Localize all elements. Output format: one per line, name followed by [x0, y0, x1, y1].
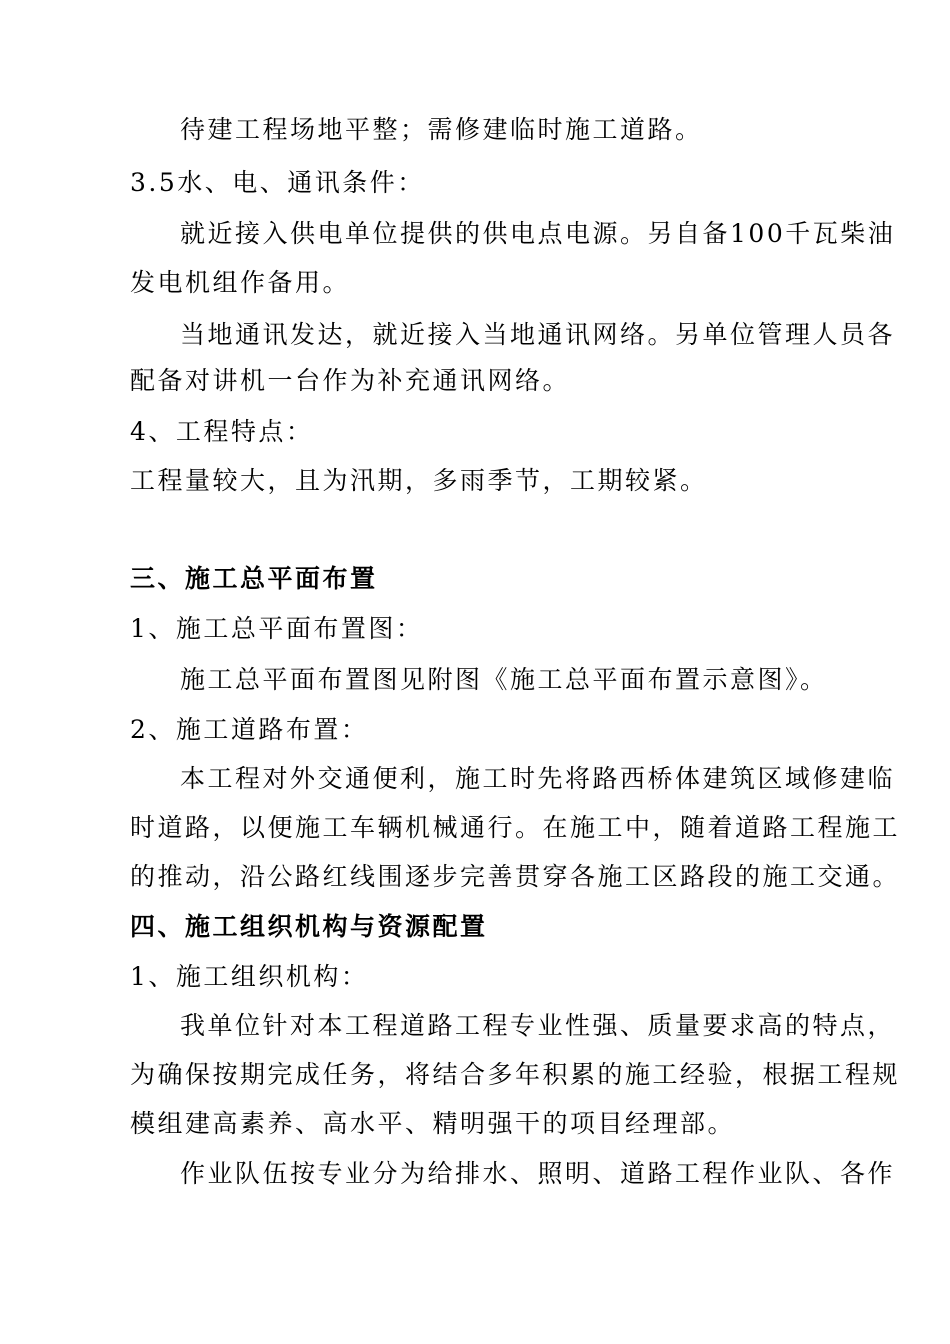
paragraph-features: 工程量较大，且为汛期，多雨季节，工期较紧。 — [130, 466, 708, 495]
heading-1-layout-drawing: 1、施工总平面布置图： — [130, 614, 424, 643]
section-heading-4: 四、施工组织机构与资源配置 — [130, 912, 488, 941]
heading-3-5-utilities: 3.5水、电、通讯条件： — [130, 168, 425, 197]
section-heading-3: 三、施工总平面布置 — [130, 564, 378, 593]
paragraph-road-line-2: 时道路，以便施工车辆机械通行。在施工中，随着道路工程施工 — [130, 813, 901, 842]
paragraph-power-line-2: 发电机组作备用。 — [130, 268, 351, 297]
paragraph-site-leveling: 待建工程场地平整；需修建临时施工道路。 — [180, 115, 703, 144]
paragraph-layout-drawing: 施工总平面布置图见附图《施工总平面布置示意图》。 — [180, 665, 828, 694]
paragraph-power-line-1: 就近接入供电单位提供的供电点电源。另自备100千瓦柴油 — [180, 219, 896, 248]
paragraph-org-line-3: 模组建高素养、高水平、精明强干的项目经理部。 — [130, 1109, 736, 1138]
paragraph-road-line-3: 的推动，沿公路红线围逐步完善贯穿各施工区路段的施工交通。 — [130, 862, 901, 891]
paragraph-comms-line-2: 配备对讲机一台作为补充通讯网络。 — [130, 366, 571, 395]
heading-4-features: 4、工程特点： — [130, 417, 314, 446]
heading-2-road-layout: 2、施工道路布置： — [130, 715, 369, 744]
paragraph-org-line-1: 我单位针对本工程道路工程专业性强、质量要求高的特点， — [180, 1011, 896, 1040]
paragraph-comms-line-1: 当地通讯发达，就近接入当地通讯网络。另单位管理人员各 — [180, 320, 896, 349]
paragraph-teams-line-1: 作业队伍按专业分为给排水、照明、道路工程作业队、各作 — [180, 1159, 896, 1188]
paragraph-org-line-2: 为确保按期完成任务，将结合多年积累的施工经验，根据工程规 — [130, 1060, 901, 1089]
heading-1-organization: 1、施工组织机构： — [130, 962, 369, 991]
paragraph-road-line-1: 本工程对外交通便利，施工时先将路西桥体建筑区域修建临 — [180, 764, 896, 793]
